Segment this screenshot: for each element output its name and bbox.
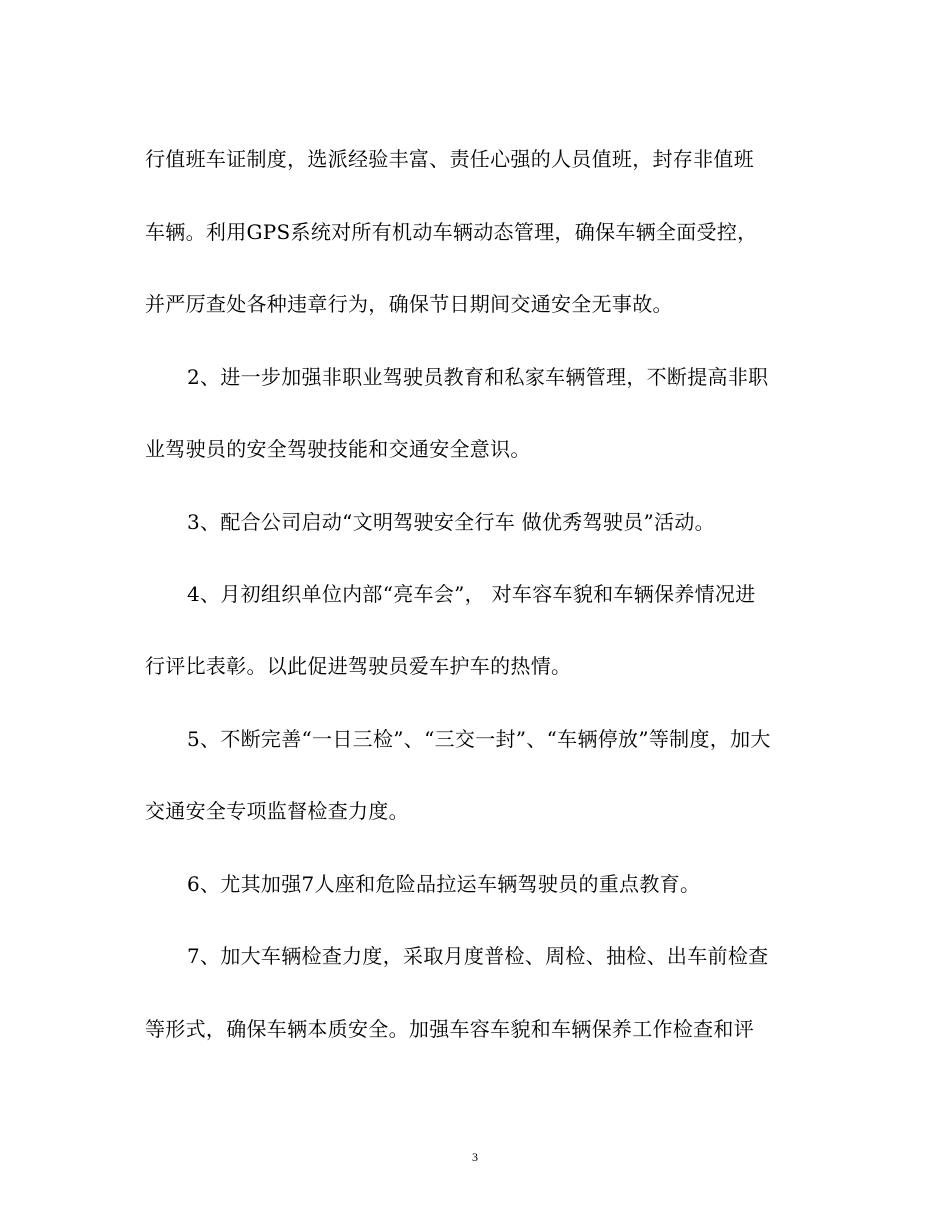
text-line: 行评比表彰。以此促进驾驶员爱车护车的热情。 [145,654,572,678]
text-line: 业驾驶员的安全驾驶技能和交通安全意识。 [145,437,531,461]
paragraph-item-3: 3、配合公司启动“文明驾驶安全行车 做优秀驾驶员”活动。 [187,510,715,534]
paragraph-item-7: 7、加大车辆检查力度，采取月度普检、周检、抽检、出车前检查 [187,944,769,968]
text-line: 行值班车证制度，选派经验丰富、责任心强的人员值班，封存非值班 [145,147,754,171]
paragraph-item-5: 5、不断完善“一日三检”、“三交一封”、“车辆停放”等制度，加大 [187,727,771,751]
text-line: 交通安全专项监督检查力度。 [145,799,409,823]
paragraph-item-2: 2、进一步加强非职业驾驶员教育和私家车辆管理，不断提高非职 [187,365,769,389]
paragraph-item-4: 4、月初组织单位内部“亮车会”， 对车容车貌和车辆保养情况进 [187,582,756,606]
text-line: 并严厉查处各种违章行为，确保节日期间交通安全无事故。 [145,292,673,316]
text-line: 车辆。利用GPS系统对所有机动车辆动态管理，确保车辆全面受控， [145,220,758,244]
page-number: 3 [472,1150,478,1164]
text-line: 等形式，确保车辆本质安全。加强车容车貌和车辆保养工作检查和评 [145,1017,754,1041]
paragraph-item-6: 6、尤其加强7人座和危险品拉运车辆驾驶员的重点教育。 [187,872,701,896]
